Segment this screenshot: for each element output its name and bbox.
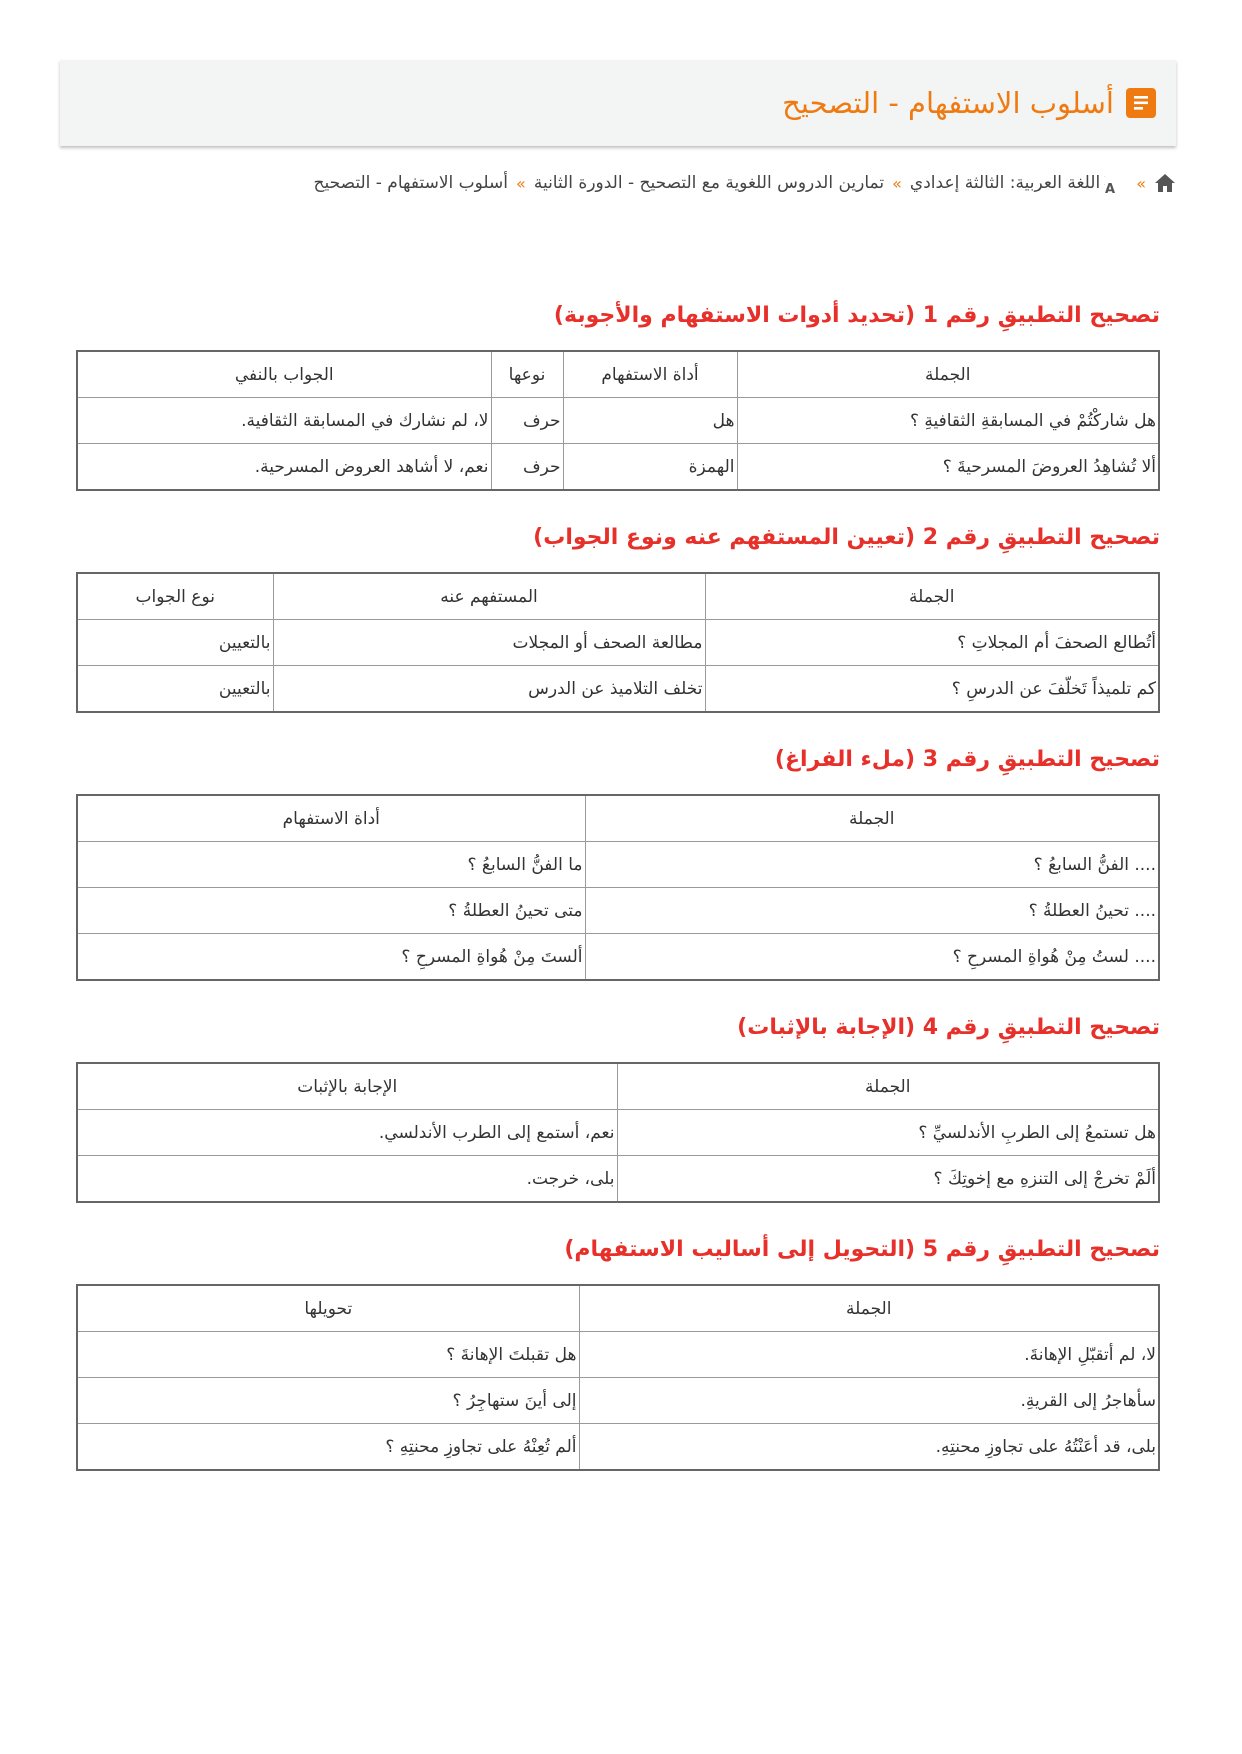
table-cell: حرف xyxy=(491,398,563,444)
table-cell: سأهاجرُ إلى القريةِ. xyxy=(579,1378,1159,1424)
table-cell: تخلف التلاميذ عن الدرس xyxy=(273,666,705,713)
table-cell: بلى، خرجت. xyxy=(77,1156,617,1203)
table-header-row xyxy=(77,795,1159,842)
page-title: أسلوب الاستفهام - التصحيح xyxy=(782,86,1114,120)
table-cell: ألا تُشاهِدُ العروضَ المسرحيةَ ؟ xyxy=(737,444,1159,491)
table-cell: لا، لم نشارك في المسابقة الثقافية. xyxy=(77,398,491,444)
document-icon xyxy=(1126,88,1156,118)
svg-text:A: A xyxy=(1105,182,1116,194)
table-cell: إلى أينَ ستهاجِرُ ؟ xyxy=(77,1378,579,1424)
table-cell: حرف xyxy=(491,444,563,491)
table-cell: هل تستمعُ إلى الطربِ الأندلسيِّ ؟ xyxy=(617,1110,1159,1156)
section-title: تصحيح التطبيقِ رقم 3 (ملء الفراغ) xyxy=(774,747,1160,772)
breadcrumb xyxy=(314,166,1176,200)
correction-table xyxy=(76,1284,1160,1471)
translate-icon xyxy=(1104,172,1128,194)
correction-table xyxy=(76,572,1160,713)
breadcrumb-separator-icon: » xyxy=(892,173,902,193)
table-cell: كم تلميذاً تَخلّفَ عن الدرسِ ؟ xyxy=(705,666,1159,713)
table-cell: مطالعة الصحف أو المجلات xyxy=(273,620,705,666)
table-cell: ألستَ مِنْ هُواةِ المسرحِ ؟ xyxy=(77,934,585,981)
table-cell: ما الفنُّ السابعُ ؟ xyxy=(77,842,585,888)
table-cell: ألَمْ تخرجْ إلى التنزهِ مع إخوتِكَ ؟ xyxy=(617,1156,1159,1203)
table-cell: متى تحينُ العطلةُ ؟ xyxy=(77,888,585,934)
table-header-cell: تحويلها xyxy=(77,1285,579,1332)
table-cell: .... الفنُّ السابعُ ؟ xyxy=(585,842,1159,888)
section-title: تصحيح التطبيقِ رقم 5 (التحويل إلى أساليب الاستفهام) xyxy=(564,1237,1160,1262)
exercise-section-2 xyxy=(78,518,1160,713)
home-icon[interactable] xyxy=(1154,173,1176,193)
table-header-cell: الجملة xyxy=(705,573,1159,620)
table-header-cell: نوع الجواب xyxy=(77,573,273,620)
exercise-section-3 xyxy=(78,740,1160,981)
table-header-row xyxy=(77,1063,1159,1110)
correction-table xyxy=(76,794,1160,981)
table-header-cell: نوعها xyxy=(491,351,563,398)
breadcrumb-item-current: أسلوب الاستفهام - التصحيح xyxy=(313,173,509,193)
table-cell: أتُطالع الصحفَ أم المجلاتِ ؟ xyxy=(705,620,1159,666)
table-row xyxy=(77,398,1159,444)
table-row xyxy=(77,444,1159,491)
table-header-cell: أداة الاستفهام xyxy=(77,795,585,842)
table-cell: بلى، قد أعَنْتُهُ على تجاوزِ محنتِهِ. xyxy=(579,1424,1159,1471)
table-row xyxy=(77,1332,1159,1378)
table-row xyxy=(77,934,1159,981)
table-cell: لا، لم أتقبّلِ الإهانةَ. xyxy=(579,1332,1159,1378)
breadcrumb-separator-icon: » xyxy=(1136,173,1146,193)
exercise-section-1 xyxy=(78,296,1160,491)
table-header-row xyxy=(77,1285,1159,1332)
table-header-cell: أداة الاستفهام xyxy=(563,351,737,398)
table-cell: .... لستُ مِنْ هُواةِ المسرحِ ؟ xyxy=(585,934,1159,981)
table-row xyxy=(77,1156,1159,1203)
table-header-cell: الجواب بالنفي xyxy=(77,351,491,398)
table-row xyxy=(77,888,1159,934)
table-header-cell: الجملة xyxy=(737,351,1159,398)
page-header xyxy=(60,60,1176,146)
table-cell: نعم، لا أشاهد العروض المسرحية. xyxy=(77,444,491,491)
table-cell: بالتعيين xyxy=(77,666,273,713)
exercise-section-5 xyxy=(78,1230,1160,1471)
breadcrumb-item-subject[interactable]: اللغة العربية: الثالثة إعدادي xyxy=(909,173,1101,193)
table-row xyxy=(77,1378,1159,1424)
exercise-section-4 xyxy=(78,1008,1160,1203)
section-title: تصحيح التطبيقِ رقم 4 (الإجابة بالإثبات) xyxy=(737,1015,1160,1040)
table-cell: هل تقبلتَ الإهانةَ ؟ xyxy=(77,1332,579,1378)
table-cell: هل شاركْتُمْ في المسابقةِ الثقافيةِ ؟ xyxy=(737,398,1159,444)
table-row xyxy=(77,620,1159,666)
breadcrumb-separator-icon: » xyxy=(516,173,526,193)
table-row xyxy=(77,1424,1159,1471)
table-header-row xyxy=(77,351,1159,398)
table-cell: الهمزة xyxy=(563,444,737,491)
table-header-cell: الإجابة بالإثبات xyxy=(77,1063,617,1110)
section-title: تصحيح التطبيقِ رقم 2 (تعيين المستفهم عنه ونوع الجواب) xyxy=(533,525,1160,550)
table-cell: بالتعيين xyxy=(77,620,273,666)
table-header-cell: الجملة xyxy=(585,795,1159,842)
breadcrumb-item-exercises[interactable]: تمارين الدروس اللغوية مع التصحيح - الدورة الثانية xyxy=(533,173,885,193)
section-title: تصحيح التطبيقِ رقم 1 (تحديد أدوات الاستفهام والأجوبة) xyxy=(553,303,1160,328)
table-header-cell: المستفهم عنه xyxy=(273,573,705,620)
table-row xyxy=(77,666,1159,713)
correction-table xyxy=(76,1062,1160,1203)
correction-table xyxy=(76,350,1160,491)
table-cell: ألم تُعِنْهُ على تجاوزِ محنتِهِ ؟ xyxy=(77,1424,579,1471)
table-header-cell: الجملة xyxy=(579,1285,1159,1332)
table-cell: نعم، أستمع إلى الطرب الأندلسي. xyxy=(77,1110,617,1156)
table-row xyxy=(77,842,1159,888)
table-header-cell: الجملة xyxy=(617,1063,1159,1110)
table-row xyxy=(77,1110,1159,1156)
table-cell: .... تحينُ العطلةُ ؟ xyxy=(585,888,1159,934)
table-header-row xyxy=(77,573,1159,620)
table-cell: هل xyxy=(563,398,737,444)
